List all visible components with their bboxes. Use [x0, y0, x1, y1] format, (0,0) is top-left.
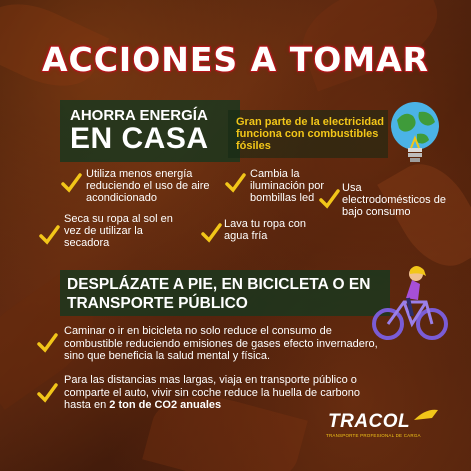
check-icon [60, 172, 82, 194]
section2-heading: DESPLÁZATE A PIE, EN BICICLETA O EN TRANSPORTE PÚBLICO [67, 276, 371, 312]
section1-heading-small: AHORRA ENERGÍA [70, 107, 208, 124]
list-item: Utiliza menos energía reduciendo el uso de aire acondicionado [86, 168, 210, 204]
brand-logo: TRACOL [328, 411, 411, 432]
check-icon [200, 222, 222, 244]
paragraph-2-text: Para las distancias mas largas, viaja en transporte público o comparte el auto, vivir sin coche reduce la huella de carbono hasta en [64, 374, 360, 411]
list-item: Cambia la iluminación por bombillas led [250, 168, 324, 204]
section1-note: Gran parte de la electricidad funciona con combustibles fósiles [236, 116, 384, 152]
brand-tagline: TRANSPORTE PROFESIONAL DE CARGA [326, 433, 421, 438]
section1-heading-big: EN CASA [70, 122, 209, 155]
check-icon [36, 332, 58, 354]
logo-swoosh-icon [412, 406, 440, 426]
section2-paragraph-1: Caminar o ir en bicicleta no solo reduce el consumo de combustible reduciendo emisiones de gases efecto invernadero, sino que beneficia la salud mental y física. [64, 325, 378, 362]
check-icon [38, 224, 60, 246]
paragraph-2-bold: 2 ton de CO2 anuales [109, 399, 222, 411]
check-icon [224, 172, 246, 194]
list-item: Seca su ropa al sol en vez de utilizar la secadora [64, 213, 173, 249]
page-title: ACCIONES A TOMAR [41, 40, 430, 79]
check-icon [36, 382, 58, 404]
globe-lightbulb-icon [383, 98, 447, 166]
list-item: Usa electrodomésticos de bajo consumo [342, 182, 446, 218]
list-item: Lava tu ropa con agua fría [224, 218, 306, 242]
section2-paragraph-2 [64, 374, 384, 412]
